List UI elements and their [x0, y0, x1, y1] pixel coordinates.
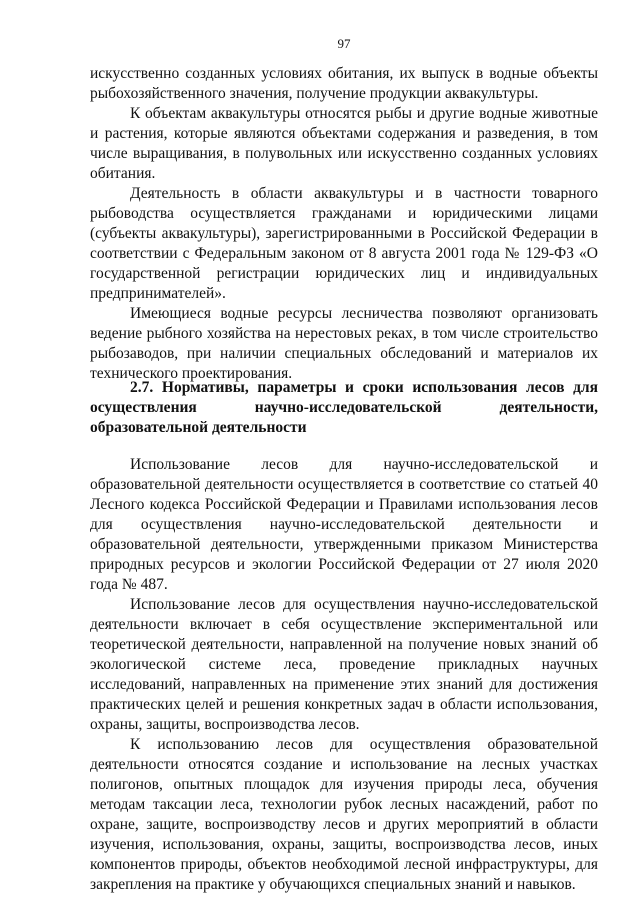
- top-paragraphs: [90, 64, 598, 384]
- paragraph: Деятельность в области аквакультуры и в частности товарного рыбоводства осуществляется гражданами и юридическими лицами (субъекты аквакультуры), зарегистрированными в Российской Федерации в соответствии с Федеральным законом от 8 августа 2001 года № 129-ФЗ «О государственной регистрации юридических лиц и индивидуальных предпринимателей».: [90, 185, 598, 302]
- paragraph: искусственно созданных условиях обитания, их выпуск в водные объекты рыбохозяйственного значения, получение продукции аквакультуры.: [90, 65, 598, 102]
- paragraph: Использование лесов для научно-исследовательской и образовательной деятельности осуществляется в соответствие со статьей 40 Лесного кодекса Российской Федерации и Правилами использования лесов для осуществления научно-исследовательской деятельности и образовательной деятельности, утвержденными приказом Министерства природных ресурсов и экологии Российской Федерации от 27 июля 2020 года № 487.: [90, 456, 598, 593]
- bottom-paragraphs: [90, 455, 598, 895]
- section-heading: 2.7. Нормативы, параметры и сроки использования лесов для осуществления научно-исследовательской деятельности, образовательной деятельности: [90, 379, 598, 436]
- section-heading-block: [90, 378, 598, 438]
- paragraph: Использование лесов для осуществления научно-исследовательской деятельности включает в себя осуществление экспериментальной или теоретической деятельности, направленной на получение новых знаний об экологической системе леса, проведение прикладных научных исследований, направленных на применение этих знаний для достижения практических целей и решения конкретных задач в области использования, охраны, защиты, воспроизводства лесов.: [90, 596, 598, 733]
- paragraph: Имеющиеся водные ресурсы лесничества позволяют организовать ведение рыбного хозяйства на нерестовых реках, в том числе строительство рыбозаводов, при наличии специальных обследований и материалов их технического проектирования.: [90, 305, 598, 382]
- page-number: 97: [337, 36, 351, 51]
- paragraph: К объектам аквакультуры относятся рыбы и другие водные животные и растения, которые являются объектами содержания и разведения, в том числе выращивания, в полувольных или искусственно созданных условиях обитания.: [90, 105, 598, 182]
- paragraph: К использованию лесов для осуществления образовательной деятельности относятся создание и использование на лесных участках полигонов, опытных площадок для изучения природы леса, обучения методам таксации леса, технологии рубок лесных насаждений, работ по охране, защите, воспроизводству лесов и других мероприятий в области изучения, использования, охраны, защиты, воспроизводства лесов, иных компонентов природы, объектов необходимой лесной инфраструктуры, для закрепления на практике у обучающихся специальных знаний и навыков.: [90, 736, 598, 893]
